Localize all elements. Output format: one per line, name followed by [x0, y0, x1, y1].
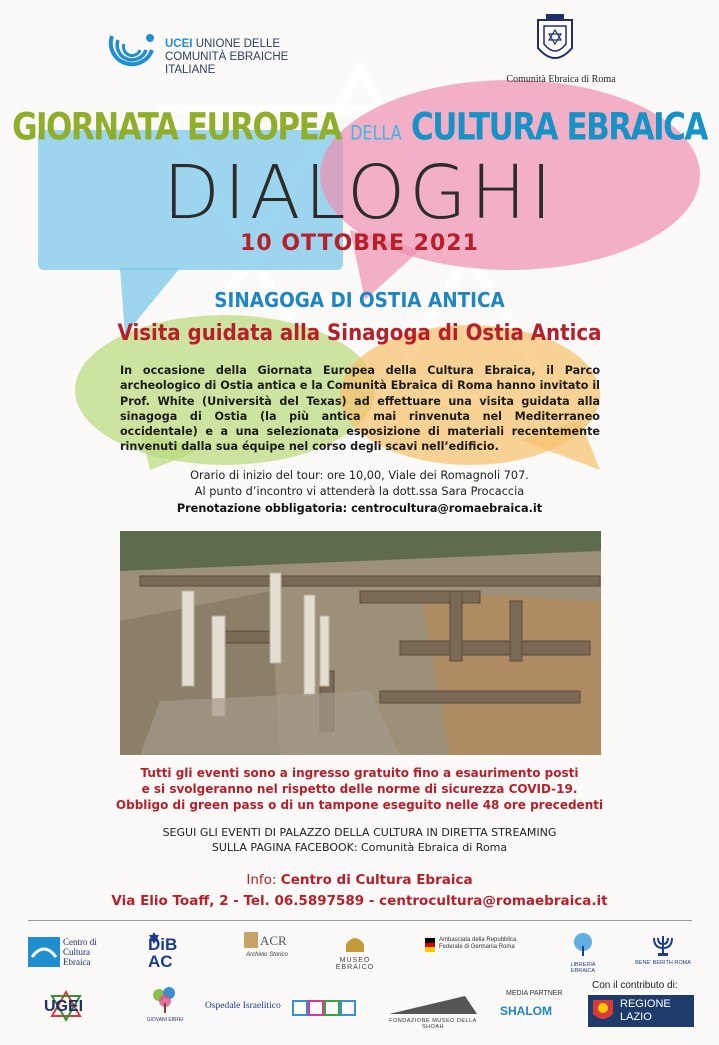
shoah-building-icon: [385, 992, 481, 1016]
bene-berith-logo: [632, 932, 694, 972]
ugei-text: UGEI: [44, 998, 84, 1015]
archivio-logo: [238, 930, 296, 972]
ucei-logo-text: [165, 38, 288, 77]
ucei-short: UCEI: [165, 38, 193, 50]
german-eagle-icon: [425, 938, 435, 952]
contact-line: Via Elio Toaff, 2 - Tel. 06.5897589 - centrocultura@romaebraica.it: [111, 893, 608, 909]
divider: [28, 920, 692, 921]
contributo-text: Con il contributo di:: [592, 980, 678, 991]
dibac-text: DiBAC: [148, 935, 178, 971]
ugei-logo: [36, 990, 96, 1026]
giovani-text: GIOVANI EBREI: [146, 1017, 184, 1023]
notice-line1: Tutti gli eventi sono a ingresso gratuito fino a esaurimento posti: [140, 766, 579, 780]
roma-crest-icon: [532, 12, 578, 70]
tree-icon: [570, 932, 596, 958]
tree-of-life-icon: [151, 985, 179, 1013]
tour-line1: Orario di inizio del tour: ore 10,00, Viale dei Romagnoli 707.: [190, 469, 529, 482]
ospedale-text: Ospedale Israelitico: [205, 1001, 281, 1011]
svg-text:ACR: ACR: [260, 933, 287, 948]
centro-cultura-logo: [28, 935, 108, 969]
regione-lazio-logo: [588, 980, 698, 1032]
info-line: [0, 872, 719, 888]
info-label: Info:: [246, 872, 277, 888]
menorah-icon: [650, 932, 676, 956]
synagogue-photo: [120, 531, 601, 755]
fondazione-text: FONDAZIONE MUSEO DELLA SHOAH: [389, 1018, 477, 1030]
info-org: Centro di Cultura Ebraica: [280, 872, 473, 888]
museo-ebraico-logo: [320, 932, 390, 972]
notice-line3: Obbligo di green pass o di un tampone eseguito nelle 48 ore precedenti: [115, 798, 604, 812]
ospedale-squares-logo: [292, 995, 356, 1021]
centro-cultura-text: Centro di Cultura Ebraica: [63, 937, 97, 967]
streaming-info: [0, 825, 719, 855]
notice-line2: e si svolgeranno nel rispetto delle norme di sicurezza COVID-19.: [141, 782, 578, 796]
regione-line1: REGIONE: [620, 998, 671, 1010]
regione-badge: [588, 995, 694, 1027]
media-partner-text: MEDIA PARTNER: [506, 990, 563, 997]
event-location: SINAGOGA DI OSTIA ANTICA: [214, 288, 505, 312]
streaming-line2: SULLA PAGINA FACEBOOK: Comunità Ebraica di Roma: [211, 841, 508, 854]
ucei-logo-icon: [104, 26, 162, 72]
archivio-icon: [242, 930, 290, 950]
shalom-logo: [500, 988, 572, 1028]
streaming-line1: SEGUI GLI EVENTI DI PALAZZO DELLA CULTURA IN DIRETTA STREAMING: [162, 826, 557, 839]
event-date: 10 OTTOBRE 2021: [240, 231, 479, 256]
dibac-logo: [148, 932, 188, 972]
regione-crest-icon: [591, 998, 615, 1024]
libreria-text: LIBRERIA EBRAICA: [570, 962, 596, 974]
giovani-logo: [135, 985, 195, 1030]
event-series-title: [0, 106, 719, 149]
event-description: In occasione della Giornata Europea della Cultura Ebraica, il Parco archeologico di Ostia antica e la Comunità Ebraica di Roma hanno invitato il Prof. White (Università del Texas) ad effettuare una visita guidata alla sinagoga di Ostia (la più antica mai rinvenuta nel Mediterraneo occidentale) e a una selezionata esposizione di materiali recentemente rinvenuti dalla sua équipe nel corso degli scavi nell’edificio.: [120, 364, 600, 454]
ucei-line2: COMUNITÀ EBRAICHE: [165, 51, 289, 63]
title-connector: DELLA: [350, 121, 402, 145]
bene-berith-text: BENE' BERITH ROMA: [635, 960, 691, 966]
title-part1: GIORNATA EUROPEA: [12, 106, 341, 150]
museo-text: MUSEO EBRAICO: [335, 957, 375, 971]
ambasciata-logo: [425, 936, 540, 966]
archivio-text: Archivio Storico: [246, 952, 288, 958]
event-headline: Visita guidata alla Sinagoga di Ostia Antica: [117, 320, 602, 346]
booking-info: Prenotazione obbligatoria: centrocultura@romaebraica.it: [176, 502, 543, 515]
regione-line2: LAZIO: [620, 1011, 652, 1023]
main-title: DIALOGHI: [162, 150, 557, 236]
ucei-line1: UNIONE DELLE: [195, 38, 281, 50]
ucei-line3: ITALIANE: [165, 64, 216, 76]
fondazione-shoah-logo: [380, 992, 486, 1028]
libreria-logo: [558, 932, 608, 972]
covid-notice: [0, 765, 719, 813]
ospedale-logo: [205, 1000, 290, 1016]
tour-line2: Al punto d’incontro vi attenderà la dott.ssa Sara Procaccia: [194, 485, 525, 498]
roma-logo-caption: Comunità Ebraica di Roma: [506, 74, 616, 85]
title-part2: CULTURA EBRAICA: [410, 106, 707, 150]
squares-icon: [292, 999, 356, 1017]
museo-dome-icon: [344, 932, 366, 954]
tour-info: [0, 468, 719, 500]
ambasciata-text: Ambasciata della Repubblica Federale di Germania Roma: [439, 937, 517, 950]
shalom-text: SHALOM: [500, 1004, 552, 1018]
centro-cultura-icon: [28, 937, 60, 967]
